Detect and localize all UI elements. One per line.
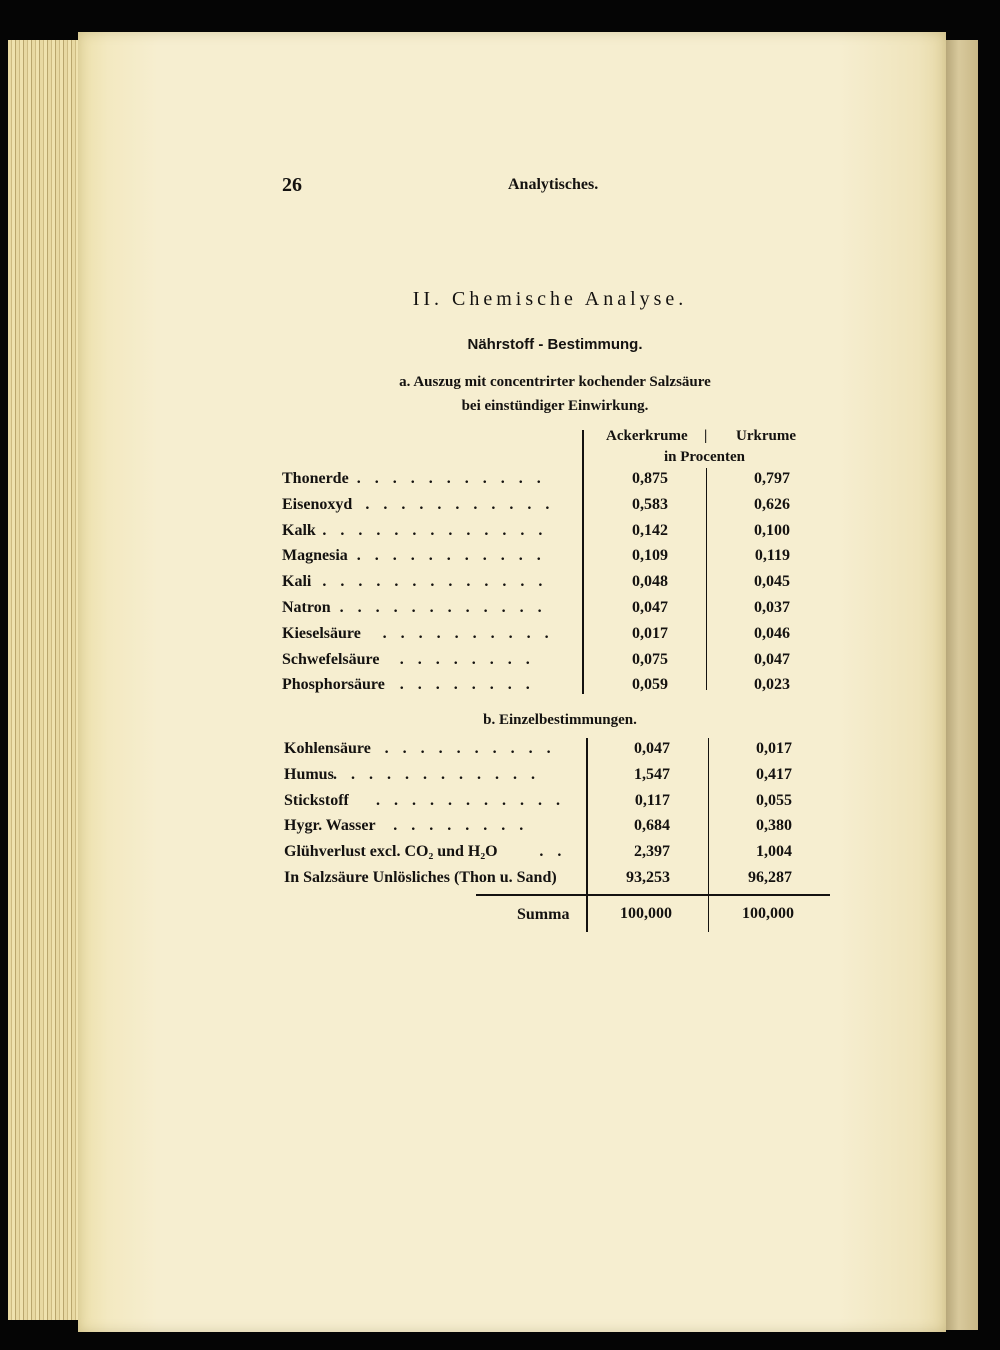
- sum-rule: [476, 894, 830, 896]
- column-header-ackerkrume: Ackerkrume: [606, 428, 688, 444]
- value-urkrume: 0,045: [754, 573, 790, 591]
- value-ackerkrume: 93,253: [626, 869, 670, 886]
- value-urkrume: 1,004: [756, 843, 792, 861]
- page-number: 26: [282, 174, 302, 196]
- value-urkrume: 0,380: [756, 817, 792, 835]
- caption-b: b. Einzelbestimmungen.: [483, 712, 637, 728]
- value-urkrume: 0,023: [754, 676, 790, 694]
- book-page-edges: [8, 40, 88, 1320]
- value-ackerkrume: 2,397: [634, 843, 670, 861]
- value-ackerkrume: 0,109: [632, 547, 668, 565]
- row-label: Thonerde: [282, 470, 349, 487]
- row-label: Kieselsäure: [282, 624, 361, 642]
- row-label: Schwefelsäure: [282, 650, 380, 668]
- facing-page-edge: [946, 40, 978, 1330]
- row-label: Hygr. Wasser: [284, 817, 376, 835]
- value-ackerkrume: 0,059: [632, 676, 668, 694]
- value-urkrume: 0,017: [756, 740, 792, 757]
- row-label: Stickstoff: [284, 791, 349, 809]
- value-urkrume: 0,417: [756, 765, 792, 783]
- leader-dots: . . . . . . . . . .: [382, 624, 554, 642]
- leader-dots: . . . . . . . . . . .: [356, 547, 546, 565]
- value-ackerkrume: 0,117: [634, 791, 670, 809]
- column-divider-a: [706, 468, 707, 690]
- subheading: Nährstoff - Bestimmung.: [467, 336, 643, 353]
- row-label: Humus: [284, 765, 334, 783]
- label-divider-a: [582, 430, 584, 694]
- row-label: Kohlensäure: [284, 740, 371, 757]
- caption-a-line2: bei einstündiger Einwirkung.: [461, 398, 649, 414]
- value-ackerkrume: 0,017: [632, 624, 668, 642]
- row-label: In Salzsäure Unlösliches (Thon u. Sand): [284, 869, 557, 886]
- value-ackerkrume: 0,583: [632, 495, 668, 513]
- row-label: Glühverlust excl. CO₂ und H₂O: [284, 843, 498, 861]
- section-title: II. Chemische Analyse.: [412, 288, 688, 310]
- value-ackerkrume: 0,684: [634, 817, 670, 835]
- leader-dots: . . . . . . . .: [399, 650, 535, 668]
- value-urkrume: 0,626: [754, 495, 790, 513]
- leader-dots: . . . . . . . . . . .: [376, 791, 565, 809]
- value-urkrume: 0,047: [754, 650, 790, 668]
- column-divider-b: [708, 738, 709, 932]
- row-label: Kali: [282, 573, 312, 591]
- leader-dots: . . . . . . . . . . . .: [333, 765, 540, 783]
- column-separator: |: [704, 428, 708, 444]
- value-urkrume: 0,046: [754, 624, 790, 642]
- label-divider-b: [586, 738, 588, 932]
- column-header-urkrume: Urkrume: [736, 428, 796, 444]
- value-ackerkrume: 1,547: [634, 765, 670, 783]
- value-urkrume: 0,055: [756, 791, 792, 809]
- sum-urkrume: 100,000: [742, 905, 794, 922]
- leader-dots: . . . . . . . . . . .: [356, 470, 546, 487]
- value-urkrume: 0,100: [754, 521, 790, 539]
- leader-dots: . . . . . . . . . . . . .: [322, 573, 548, 591]
- row-label: Kalk: [282, 521, 316, 539]
- leader-dots: . .: [539, 843, 567, 861]
- value-ackerkrume: 0,047: [632, 599, 668, 616]
- row-label: Eisenoxyd: [282, 495, 353, 513]
- value-ackerkrume: 0,048: [632, 573, 668, 591]
- caption-a-line1: a. Auszug mit concentrirter kochender Salzsäure: [399, 374, 711, 390]
- value-urkrume: 96,287: [748, 869, 792, 886]
- value-ackerkrume: 0,875: [632, 470, 668, 487]
- leader-dots: . . . . . . . . . .: [384, 740, 556, 757]
- value-ackerkrume: 0,047: [634, 740, 670, 757]
- value-ackerkrume: 0,142: [632, 521, 668, 539]
- value-urkrume: 0,119: [754, 547, 790, 565]
- row-label: Magnesia: [282, 547, 348, 565]
- row-label: Phosphorsäure: [282, 676, 385, 694]
- value-urkrume: 0,797: [754, 470, 790, 487]
- leader-dots: . . . . . . . . . . . . .: [322, 521, 548, 539]
- sum-ackerkrume: 100,000: [620, 905, 672, 922]
- running-head: Analytisches.: [508, 176, 599, 193]
- row-label: Natron: [282, 599, 331, 616]
- unit-label: in Procenten: [664, 449, 745, 465]
- leader-dots: . . . . . . . . . . . .: [339, 599, 547, 616]
- value-urkrume: 0,037: [754, 599, 790, 616]
- leader-dots: . . . . . . . . . . .: [365, 495, 555, 513]
- leader-dots: . . . . . . . .: [399, 676, 535, 694]
- leader-dots: . . . . . . . .: [393, 817, 529, 835]
- value-ackerkrume: 0,075: [632, 650, 668, 668]
- sum-label: Summa: [517, 906, 570, 923]
